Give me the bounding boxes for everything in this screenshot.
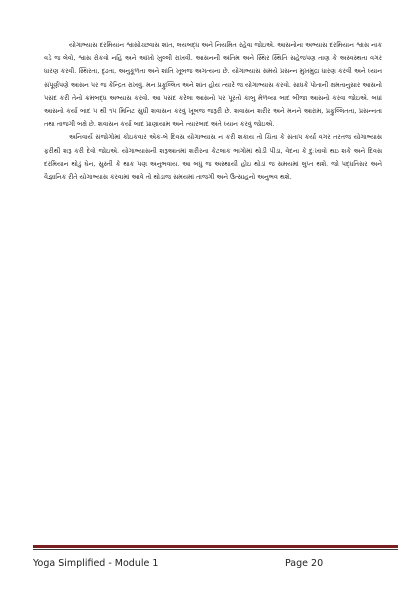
footer-title: Yoga Simplified - Module 1: [33, 558, 159, 569]
footer-rule-secondary: [33, 549, 398, 550]
body-text: [44, 39, 382, 184]
footer-rule-primary: [33, 545, 398, 548]
paragraph-1: યોગાભ્યાસ દરમિયાન શ્વાસોચ્છ્વાસ શાંત, લયબદ્ધ અને નિયમિત રહેવા જોઇએ. આસનોના અભ્યાસ દરમિયાન શ્વાસ નાક વડે જ લેવો, શ્વાસ રોકવો નહિ અને આંખો ખુલ્લી રાખવી. આસનની અંતિમ અને સ્થિર સ્થિતિ સહેજપણ તાણ કે અસ્વસ્થતા વગર ધારણ કરવી. સ્થિરતા, દૃઢતા, અનુકૂળતા અને શાંતિ ખૂબજ અગત્યના છે. યોગાભ્યાસ સમયે પ્રસન્ન મુખમુદ્રા ધારણ કરવી અને ધ્યાન સંપૂર્ણપણે આસન પર જ કેન્દ્રિત રાખવું. મન પ્રફુલ્લિત અને શાંત હોય ત્યારે જ યોગાભ્યાસ કરવો. સાધકે પોતાની ક્ષમતાનુસાર આસનો પસંદ કરી તેનો ક્રમબદ્ધ અભ્યાસ કરવો. આ પસંદ કરેલા આસનો પર પૂરતો કાબુ મેળવ્યા બાદ બીજા આસનો કરવા જોઇએ. બધાં આસનો કર્યા બાદ ૫ થી ૧૫ મિનિટ સુધી શવાસન કરવું ખૂબજ જરૂરી છે. શવાસન શરીર અને મનને આરામ, પ્રફુલ્લિતતા, પ્રસન્નતા તથા તાજગી બક્ષે છે. શવાસન કર્યા બાદ પ્રાણાયામ અને ત્યારબાદ અંતે ધ્યાન કરવું જોઇએ.: [44, 41, 382, 129]
page-number: Page 20: [285, 558, 324, 569]
paragraph-2: અનિવાર્ય સંજોગોમાં કોઇકવાર એક-બે દિવસ યોગાભ્યાસ ન કરી શકાય તો ચિંતા કે સંતાપ કર્યા વગર તરતજ યોગાભ્યાસ ફરીથી શરૂ કરી દેવો જોઇએ. યોગાભ્યાસની શરૂઆતમાં શરીરના કેટલાક ભાગોમાં થોડી પીડા, વેદના કે દુઃખાવો થઇ શકે અને દિવસ દરમિયાન થોડું ઘેન, સુસ્તી કે થાક પણ અનુભવાય. આ બધું જ અસ્થાયી હોઇ થોડાં જ સમયમાં લુપ્ત થશે. જો પદ્ધતિસર અને વૈજ્ઞાનિક રીતે યોગાભ્યાસ કરવામાં આવે તો થોડાજ સમયમાં તાજગી અને ઉત્સાહનો અનુભવ થશે.: [44, 133, 382, 182]
